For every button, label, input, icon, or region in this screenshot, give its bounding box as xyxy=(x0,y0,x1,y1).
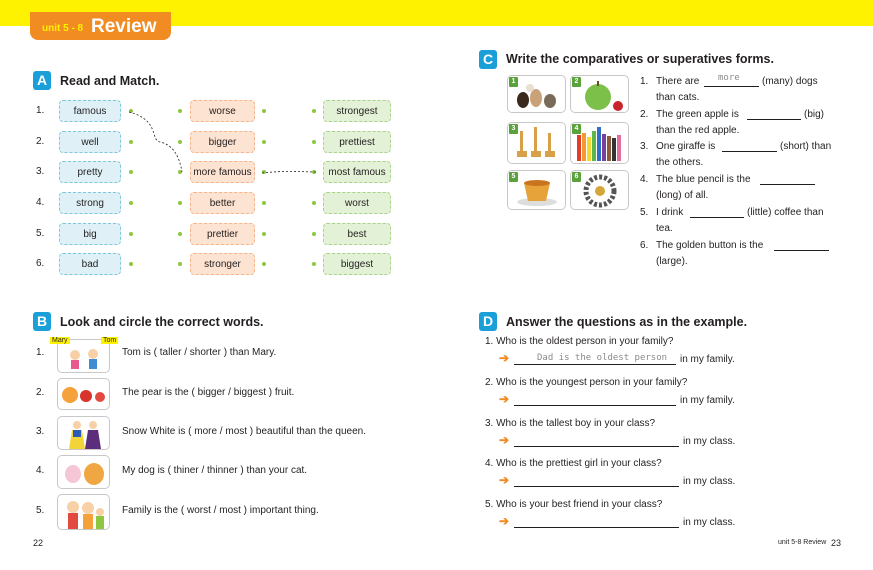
item-number: 2. xyxy=(36,387,45,398)
filled-answer: more xyxy=(718,73,740,83)
match-dot[interactable] xyxy=(262,170,266,174)
match-word-a: pretty xyxy=(59,161,121,183)
fill-item-continuation: the others. xyxy=(656,157,704,168)
answer-blank[interactable] xyxy=(774,250,829,251)
fill-item-number: 1. xyxy=(640,76,649,87)
match-dot[interactable] xyxy=(312,140,316,144)
arrow-icon: ➔ xyxy=(499,392,510,406)
match-dot[interactable] xyxy=(262,232,266,236)
answer-line[interactable] xyxy=(514,527,679,528)
fill-item-number: 5. xyxy=(640,207,649,218)
match-dot[interactable] xyxy=(178,232,182,236)
dog-cat-icon xyxy=(58,456,110,489)
circle-sentence: The pear is the ( bigger / biggest ) fruit. xyxy=(122,387,295,398)
fill-item-hint: (big) xyxy=(804,109,825,120)
fill-item-continuation: (large). xyxy=(656,256,688,267)
fill-item-continuation: tea. xyxy=(656,223,673,234)
answer-ending: in my family. xyxy=(680,354,735,365)
circle-sentence: Snow White is ( more / most ) beautiful than the queen. xyxy=(122,426,367,437)
answer-ending: in my family. xyxy=(680,395,735,406)
match-dot[interactable] xyxy=(129,109,133,113)
match-dot[interactable] xyxy=(129,140,133,144)
answer-blank[interactable] xyxy=(760,184,815,185)
page-number-left: 22 xyxy=(33,538,44,548)
unit-label: unit 5 - 8 xyxy=(42,23,84,34)
match-word-c: prettiest xyxy=(323,131,391,153)
answer-blank[interactable] xyxy=(747,119,801,120)
match-number: 5. xyxy=(36,228,45,239)
item-number: 3. xyxy=(36,426,45,437)
match-word-b: more famous xyxy=(190,161,255,183)
match-dot[interactable] xyxy=(312,109,316,113)
match-dot[interactable] xyxy=(262,140,266,144)
match-number: 3. xyxy=(36,166,45,177)
match-dot[interactable] xyxy=(129,170,133,174)
circle-sentence: Tom is ( taller / shorter ) than Mary. xyxy=(122,347,277,358)
answer-blank[interactable] xyxy=(722,151,777,152)
section-c-title: Write the comparatives or superatives forms. xyxy=(506,52,774,66)
answer-line[interactable] xyxy=(514,405,676,406)
match-line-famous xyxy=(129,112,182,172)
question-text: 3. Who is the tallest boy in your class? xyxy=(485,418,656,429)
family-icon xyxy=(58,495,110,530)
match-dot[interactable] xyxy=(262,109,266,113)
picture-snow-white xyxy=(57,416,110,450)
fill-item-text: The green apple is xyxy=(656,109,739,120)
question-text: 5. Who is your best friend in your class? xyxy=(485,499,663,510)
match-word-c: strongest xyxy=(323,100,391,122)
match-word-b: prettier xyxy=(190,223,255,245)
answer-ending: in my class. xyxy=(683,436,736,447)
fill-item-number: 6. xyxy=(640,240,649,251)
section-d-badge: D xyxy=(479,312,497,331)
match-number: 6. xyxy=(36,258,45,269)
picture-family xyxy=(57,494,110,530)
item-number: 1. xyxy=(36,347,45,358)
match-dot[interactable] xyxy=(129,232,133,236)
match-dot[interactable] xyxy=(312,262,316,266)
answer-line[interactable] xyxy=(514,446,679,447)
match-dot[interactable] xyxy=(178,170,182,174)
match-dot[interactable] xyxy=(178,201,182,205)
fill-item-continuation: (long) of all. xyxy=(656,190,709,201)
review-tab xyxy=(30,12,171,40)
princess-icon xyxy=(58,417,110,450)
fill-item-continuation: than cats. xyxy=(656,92,700,103)
picture-number: 4 xyxy=(572,124,581,134)
fill-item-number: 4. xyxy=(640,174,649,185)
picture-number: 2 xyxy=(572,77,581,87)
match-number: 1. xyxy=(36,105,45,116)
match-word-a: bad xyxy=(59,253,121,275)
match-dot[interactable] xyxy=(129,262,133,266)
label-mary: Mary xyxy=(52,337,68,344)
fill-item-text: I drink xyxy=(656,207,684,218)
picture-number: 1 xyxy=(509,77,518,87)
fill-item-hint: (little) coffee than xyxy=(747,207,824,218)
match-word-b: worse xyxy=(190,100,255,122)
label-tom: Tom xyxy=(103,337,117,344)
match-dot[interactable] xyxy=(178,140,182,144)
match-word-b: better xyxy=(190,192,255,214)
fruits-icon xyxy=(58,379,110,410)
circle-sentence: My dog is ( thiner / thinner ) than your cat. xyxy=(122,465,308,476)
arrow-icon: ➔ xyxy=(499,433,510,447)
match-number: 4. xyxy=(36,197,45,208)
match-word-b: stronger xyxy=(190,253,255,275)
match-word-c: most famous xyxy=(323,161,391,183)
match-line-more-famous xyxy=(262,171,318,173)
match-dot[interactable] xyxy=(312,201,316,205)
match-dot[interactable] xyxy=(178,109,182,113)
match-word-c: worst xyxy=(323,192,391,214)
match-word-b: bigger xyxy=(190,131,255,153)
match-dot[interactable] xyxy=(312,170,316,174)
fill-item-text: There are xyxy=(656,76,700,87)
match-dot[interactable] xyxy=(262,262,266,266)
answer-line[interactable] xyxy=(514,364,676,365)
match-dot[interactable] xyxy=(312,232,316,236)
picture-mary-tom xyxy=(57,339,110,373)
question-text: 2. Who is the youngest person in your family? xyxy=(485,377,688,388)
section-d-title: Answer the questions as in the example. xyxy=(506,315,748,329)
page-number-right: 23 xyxy=(831,538,842,548)
footer-label: unit 5-8 Review xyxy=(778,539,827,546)
fill-item-text: One giraffe is xyxy=(656,141,716,152)
picture-number: 5 xyxy=(509,172,518,182)
answer-line[interactable] xyxy=(514,486,679,487)
question-text: 4. Who is the prettiest girl in your class? xyxy=(485,458,662,469)
match-word-a: famous xyxy=(59,100,121,122)
fill-item-continuation: than the red apple. xyxy=(656,125,740,136)
section-a-title: Read and Match. xyxy=(60,74,160,88)
fill-item-number: 3. xyxy=(640,141,649,152)
arrow-icon: ➔ xyxy=(499,514,510,528)
section-c-badge: C xyxy=(479,50,497,69)
circle-sentence: Family is the ( worst / most ) important thing. xyxy=(122,505,319,516)
fill-item-number: 2. xyxy=(640,109,649,120)
picture-dog-cat xyxy=(57,455,110,489)
match-word-c: biggest xyxy=(323,253,391,275)
arrow-icon: ➔ xyxy=(499,473,510,487)
item-number: 5. xyxy=(36,505,45,516)
fill-item-hint: (many) dogs xyxy=(762,76,818,87)
match-word-a: strong xyxy=(59,192,121,214)
answer-ending: in my class. xyxy=(683,517,736,528)
example-answer: Dad is the oldest person xyxy=(537,353,668,363)
match-word-c: best xyxy=(323,223,391,245)
question-text: 1. Who is the oldest person in your family? xyxy=(485,336,674,347)
item-number: 4. xyxy=(36,465,45,476)
fill-item-hint: (short) than xyxy=(780,141,832,152)
fill-item-text: The golden button is the xyxy=(656,240,764,251)
section-b-badge: B xyxy=(33,312,51,331)
picture-number: 3 xyxy=(509,124,518,134)
kids-icon xyxy=(58,340,110,373)
answer-blank[interactable] xyxy=(704,86,759,87)
page-title: Review xyxy=(91,16,157,37)
section-a-badge: A xyxy=(33,71,51,90)
match-dot[interactable] xyxy=(178,262,182,266)
answer-ending: in my class. xyxy=(683,476,736,487)
picture-fruits xyxy=(57,378,110,410)
section-b-title: Look and circle the correct words. xyxy=(60,315,264,329)
fill-item-text: The blue pencil is the xyxy=(656,174,751,185)
match-number: 2. xyxy=(36,136,45,147)
match-word-a: big xyxy=(59,223,121,245)
answer-blank[interactable] xyxy=(690,217,744,218)
picture-number: 6 xyxy=(572,172,581,182)
arrow-icon: ➔ xyxy=(499,351,510,365)
match-dot[interactable] xyxy=(262,201,266,205)
match-word-a: well xyxy=(59,131,121,153)
match-dot[interactable] xyxy=(129,201,133,205)
